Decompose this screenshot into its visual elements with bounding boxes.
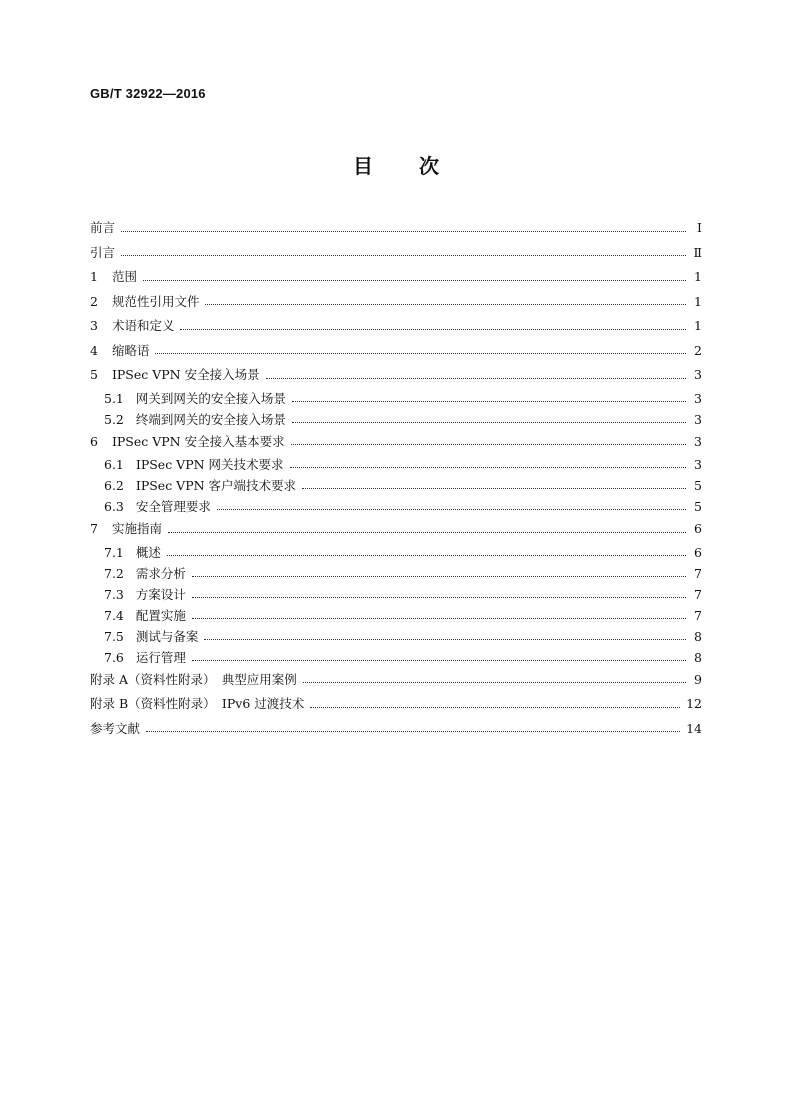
dot-leader [155, 353, 686, 354]
toc-entry[interactable] [90, 339, 702, 364]
toc-entry-page: 8 [694, 649, 702, 665]
page-title [0, 150, 792, 179]
toc-entry-label: 需求分析 [135, 565, 186, 581]
toc-entry[interactable] [90, 496, 702, 517]
toc-entry-label: 术语和定义 [111, 318, 175, 333]
dot-leader [290, 467, 686, 468]
dot-leader [121, 255, 686, 256]
toc-entry-label: 终端到网关的安全接入场景 [135, 411, 286, 427]
toc-entry-number: 7.4 [104, 607, 124, 623]
toc-entry-number: 6.2 [104, 478, 124, 493]
toc-entry-number: 7.1 [104, 544, 124, 560]
toc-entry-number: 7.3 [104, 586, 124, 602]
toc-entry[interactable] [90, 563, 702, 584]
toc-entry-label: 前言 [90, 220, 116, 235]
toc-entry-label: 范围 [111, 269, 137, 284]
table-of-contents [90, 216, 702, 741]
toc-entry-label: 规范性引用文件 [111, 293, 200, 309]
toc-entry[interactable] [90, 647, 702, 668]
toc-entry[interactable] [90, 216, 702, 241]
toc-entry[interactable] [90, 475, 702, 496]
toc-entry-number: 4 [90, 342, 98, 358]
title-char-right: 次 [419, 154, 439, 178]
toc-entry-page: 6 [694, 521, 702, 536]
toc-entry[interactable] [90, 314, 702, 339]
toc-entry-label: IPSec VPN 安全接入场景 [111, 367, 260, 382]
toc-entry-number: 5 [90, 367, 98, 382]
toc-entry-number: 6.1 [104, 457, 124, 472]
toc-entry-number: 7.5 [104, 628, 124, 644]
toc-entry-page: 3 [694, 433, 702, 449]
toc-entry-number: 7.2 [104, 565, 124, 581]
toc-entry-label: IPSec VPN 安全接入基本要求 [111, 433, 285, 449]
toc-entry[interactable] [90, 430, 702, 455]
toc-entry[interactable] [90, 363, 702, 388]
toc-entry-label: IPSec VPN 客户端技术要求 [135, 478, 297, 493]
standard-number: GB/T 32922—2016 [90, 86, 206, 101]
dot-leader [303, 682, 686, 683]
toc-entry-page: 3 [694, 457, 702, 472]
dot-leader [168, 532, 686, 533]
toc-entry-page: 1 [694, 293, 702, 309]
toc-entry[interactable] [90, 388, 702, 409]
toc-entry[interactable] [90, 265, 702, 290]
title-char-left: 目 [353, 154, 373, 178]
toc-entry-number: 6.3 [104, 499, 124, 514]
toc-entry-page: 12 [686, 696, 702, 711]
dot-leader [192, 660, 686, 661]
dot-leader [167, 555, 686, 556]
toc-entry-page: 3 [694, 367, 702, 382]
toc-entry-label: 引言 [90, 244, 116, 260]
toc-entry-page: 9 [694, 671, 702, 687]
dot-leader [217, 509, 686, 510]
toc-entry[interactable] [90, 605, 702, 626]
toc-entry[interactable] [90, 626, 702, 647]
dot-leader [204, 639, 686, 640]
dot-leader [292, 401, 686, 402]
toc-entry-label: 配置实施 [135, 607, 186, 623]
toc-entry-label: 参考文献 [90, 720, 141, 736]
dot-leader [292, 422, 686, 423]
toc-entry-number: 2 [90, 293, 98, 309]
dot-leader [266, 378, 686, 379]
toc-entry-page: Ⅰ [697, 220, 702, 235]
toc-entry-page: 8 [694, 628, 702, 644]
toc-entry[interactable] [90, 241, 702, 266]
toc-entry-number: 6 [90, 433, 98, 449]
toc-entry-page: 5 [694, 478, 702, 493]
toc-entry-label: 安全管理要求 [135, 499, 211, 514]
dot-leader [310, 707, 680, 708]
toc-entry[interactable] [90, 290, 702, 315]
toc-entry-page: 3 [694, 411, 702, 427]
toc-entry[interactable] [90, 517, 702, 542]
toc-entry-number: 7 [90, 521, 98, 536]
toc-entry-page: 1 [694, 318, 702, 333]
dot-leader [146, 731, 680, 732]
toc-entry-label: IPSec VPN 网关技术要求 [135, 457, 284, 472]
toc-entry-page: 7 [694, 586, 702, 602]
toc-entry-label: 运行管理 [135, 649, 186, 665]
toc-entry-label: 实施指南 [111, 521, 162, 536]
dot-leader [302, 488, 686, 489]
dot-leader [192, 576, 686, 577]
toc-entry-label: 附录 B（资料性附录） IPv6 过渡技术 [90, 696, 305, 711]
toc-entry[interactable] [90, 717, 702, 742]
toc-entry[interactable] [90, 409, 702, 430]
toc-entry-label: 附录 A（资料性附录） 典型应用案例 [90, 671, 297, 687]
toc-entry[interactable] [90, 454, 702, 475]
toc-entry-page: 7 [694, 607, 702, 623]
dot-leader [291, 444, 686, 445]
toc-entry[interactable] [90, 668, 702, 693]
dot-leader [205, 304, 686, 305]
dot-leader [192, 597, 686, 598]
toc-entry-number: 5.1 [104, 390, 124, 406]
toc-entry-page: Ⅱ [693, 244, 702, 260]
dot-leader [180, 329, 686, 330]
toc-entry-number: 3 [90, 318, 98, 333]
toc-entry-number: 5.2 [104, 411, 124, 427]
dot-leader [121, 231, 686, 232]
dot-leader [143, 280, 686, 281]
toc-entry-label: 测试与备案 [135, 628, 199, 644]
toc-entry[interactable] [90, 584, 702, 605]
toc-entry-label: 缩略语 [111, 342, 150, 358]
toc-entry-label: 网关到网关的安全接入场景 [135, 390, 286, 406]
toc-entry-page: 3 [694, 390, 702, 406]
toc-entry-page: 7 [694, 565, 702, 581]
toc-entry-label: 方案设计 [135, 586, 186, 602]
toc-entry-page: 6 [694, 544, 702, 560]
toc-entry-page: 14 [686, 720, 702, 736]
toc-entry-number: 1 [90, 269, 98, 284]
dot-leader [192, 618, 686, 619]
toc-entry-page: 2 [694, 342, 702, 358]
toc-entry-number: 7.6 [104, 649, 124, 665]
toc-entry[interactable] [90, 542, 702, 563]
toc-entry-label: 概述 [135, 544, 161, 560]
toc-entry-page: 1 [694, 269, 702, 284]
toc-entry[interactable] [90, 692, 702, 717]
toc-entry-page: 5 [694, 499, 702, 514]
